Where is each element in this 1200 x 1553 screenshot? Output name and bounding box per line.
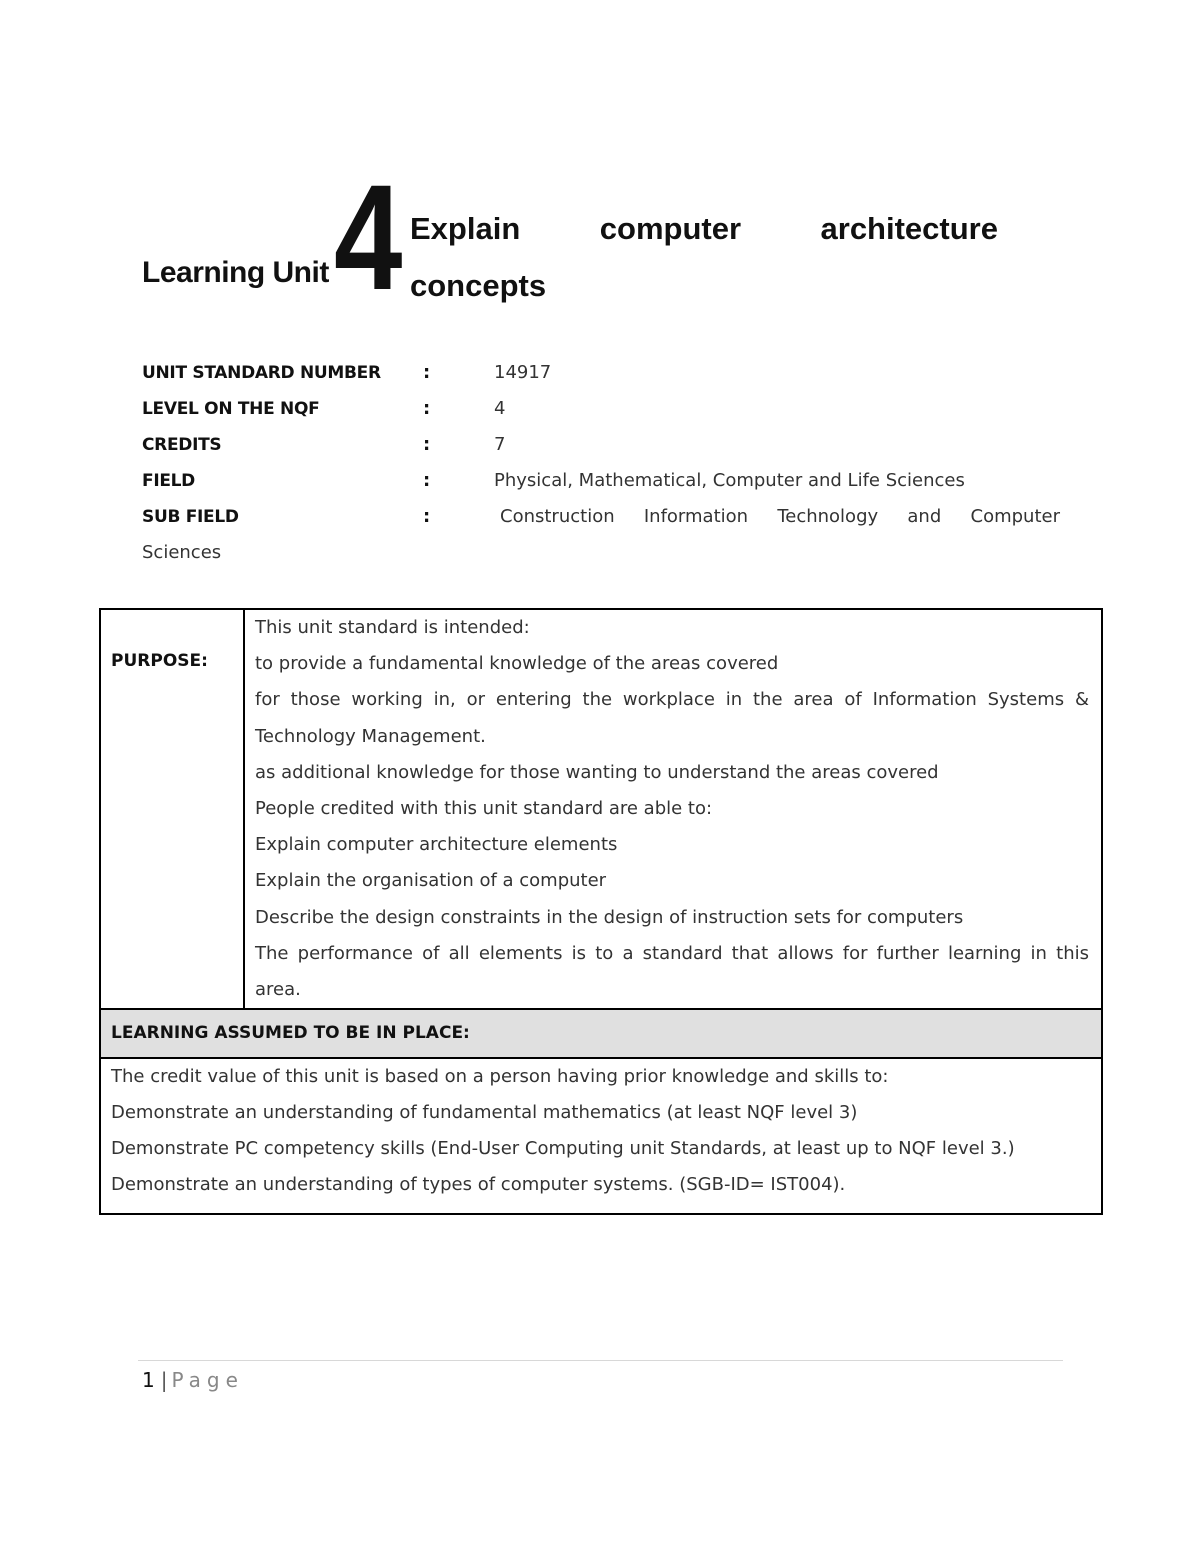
info-value: 14917 (494, 362, 552, 383)
info-colon: : (423, 362, 431, 383)
sub-field-word: and (907, 506, 942, 527)
info-colon: : (423, 470, 431, 491)
purpose-table (99, 608, 1103, 1215)
learning-assumed-heading: LEARNING ASSUMED TO BE IN PLACE: (101, 1010, 1101, 1059)
title-word: Explain (410, 211, 521, 246)
purpose-row (101, 610, 1101, 1010)
learning-unit-number: 4 (334, 153, 400, 321)
info-row-unit-standard-number (142, 355, 1062, 391)
learning-unit-title (410, 200, 998, 314)
info-value (500, 499, 1060, 535)
title-word: computer (599, 211, 742, 246)
learning-line: The credit value of this unit is based on a person having prior knowledge and skills to: (111, 1066, 889, 1088)
info-key: SUB FIELD (142, 507, 239, 527)
learning-line: Demonstrate PC competency skills (End-User Computing unit Standards, at least up to NQF level 3.) (111, 1138, 1015, 1160)
info-row-level-on-nqf (142, 391, 1062, 427)
sub-field-word: Construction (500, 506, 615, 527)
info-colon: : (423, 434, 431, 455)
info-colon: : (423, 398, 431, 419)
info-value: 7 (494, 434, 506, 455)
title-line-2: concepts (410, 268, 547, 303)
page-footer (142, 1366, 244, 1394)
info-row-sub-field (142, 499, 1062, 535)
purpose-line: Describe the design constraints in the design of instruction sets for computers (255, 906, 964, 928)
purpose-line: Technology Management. (255, 725, 486, 747)
page-number: 1 (142, 1368, 155, 1392)
purpose-line: area. (255, 979, 301, 1001)
footer-separator: | (160, 1368, 168, 1392)
title-word: architecture (820, 211, 998, 246)
info-key: CREDITS (142, 435, 222, 455)
footer-divider (138, 1360, 1063, 1361)
title-line-1 (410, 200, 998, 257)
purpose-line: People credited with this unit standard are able to: (255, 798, 713, 820)
purpose-line: This unit standard is intended: (255, 617, 530, 638)
info-value: Physical, Mathematical, Computer and Life Sciences (494, 470, 965, 491)
info-key: LEVEL ON THE NQF (142, 399, 320, 419)
info-value: 4 (494, 398, 506, 419)
sub-field-wrap: Sciences (142, 542, 222, 563)
info-key: FIELD (142, 471, 195, 491)
sub-field-word: Technology (777, 506, 879, 527)
info-row-credits (142, 427, 1062, 463)
info-key: UNIT STANDARD NUMBER (142, 363, 381, 383)
info-colon: : (423, 506, 431, 527)
purpose-line: Explain the organisation of a computer (255, 870, 607, 892)
learning-assumed-body (101, 1059, 1101, 1213)
learning-line: Demonstrate an understanding of fundamental mathematics (at least NQF level 3) (111, 1102, 858, 1124)
purpose-label: PURPOSE: (101, 610, 245, 1008)
purpose-body (245, 610, 1101, 1008)
unit-info (142, 355, 1062, 571)
purpose-line: to provide a fundamental knowledge of the areas covered (255, 653, 779, 675)
purpose-line: Explain computer architecture elements (255, 834, 618, 856)
learning-line: Demonstrate an understanding of types of computer systems. (SGB-ID= IST004). (111, 1174, 846, 1196)
purpose-line: The performance of all elements is to a standard that allows for further learning in this (255, 942, 1089, 964)
learning-unit-label: Learning Unit (142, 256, 329, 289)
purpose-line: as additional knowledge for those wanting to understand the areas covered (255, 761, 939, 783)
sub-field-word: Information (643, 506, 749, 527)
info-row-field (142, 463, 1062, 499)
sub-field-word: Computer (970, 506, 1060, 527)
purpose-line: for those working in, or entering the workplace in the area of Information Systems & (255, 689, 1089, 711)
page-word: Page (171, 1368, 244, 1392)
